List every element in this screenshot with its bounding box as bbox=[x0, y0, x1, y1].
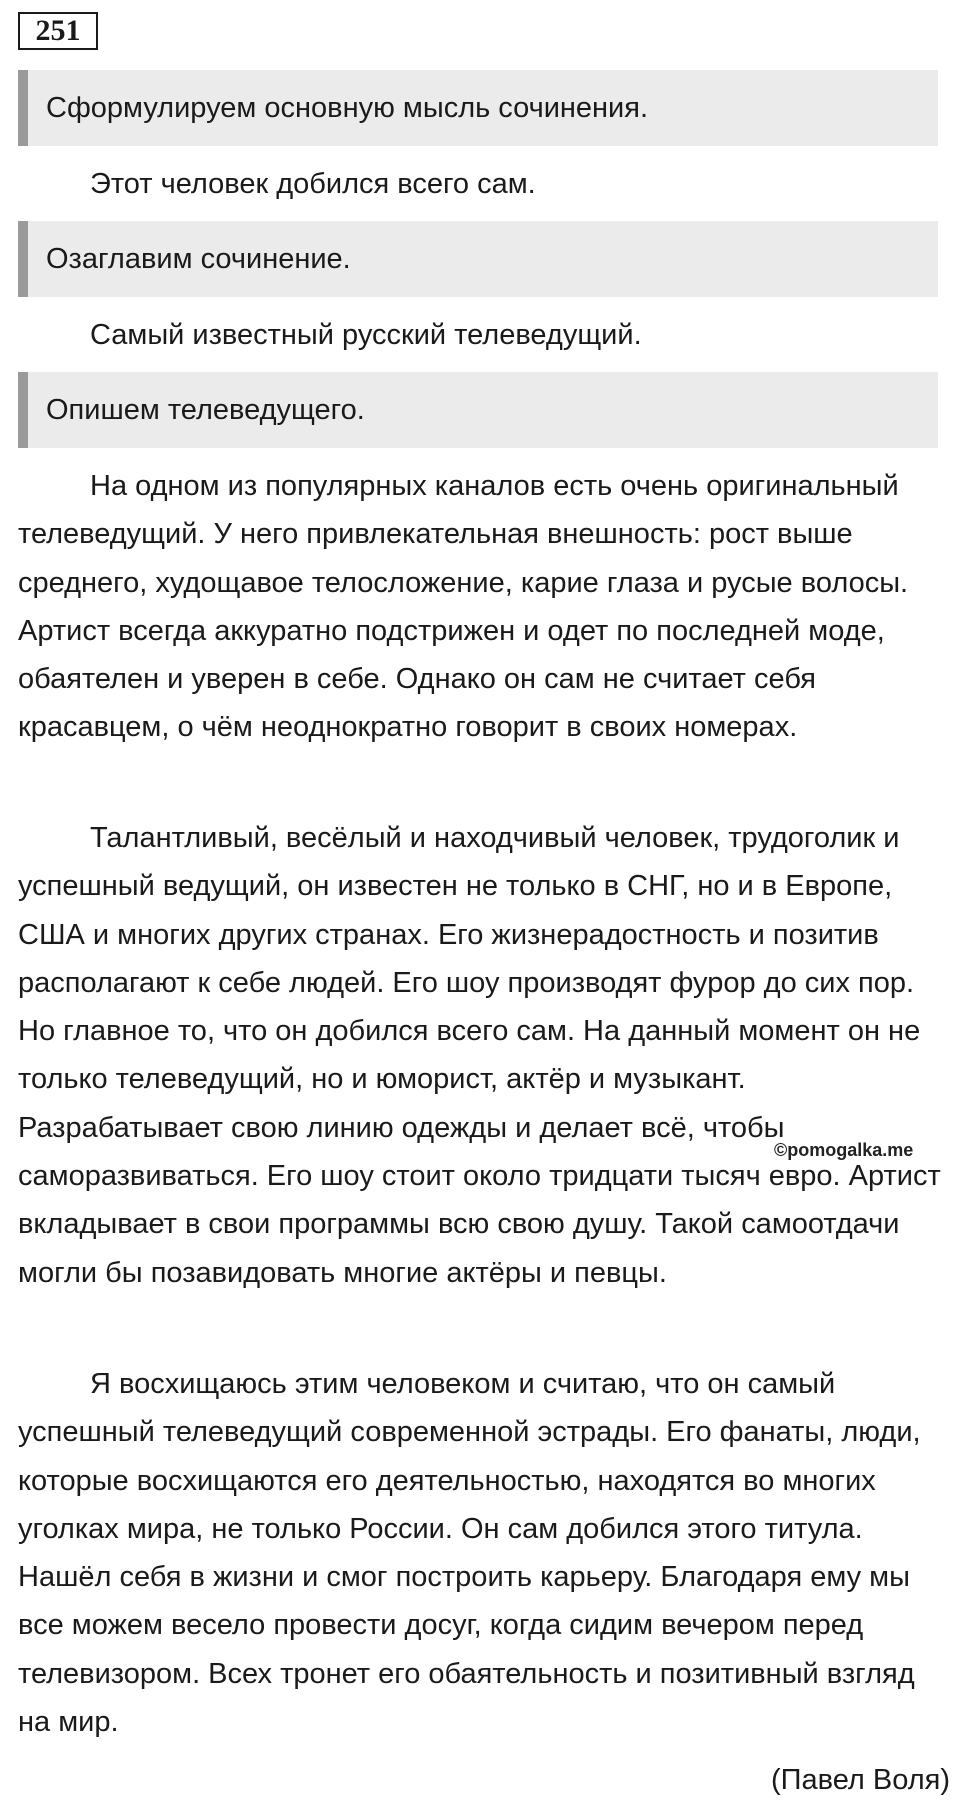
title-answer: Самый известный русский телеведущий. bbox=[90, 319, 642, 351]
watermark: ©pomogalka.me bbox=[774, 1140, 914, 1160]
section-heading-description: Опишем телеведущего. bbox=[18, 372, 938, 448]
essay-paragraph-3: Я восхищаюсь этим человеком и считаю, что он самый успешный телеведущий современной эстрады. Его фанаты, люди, которые восхищаются его деятельностью, находятся во многих уголках мира, не только России. Он сам добился этого титула. Нашёл себя в жизни и смог построить карьеру. Благодаря ему мы все можем весело провести досуг, когда сидим вечером перед телевизором. Всех тронет его обаятельность и позитивный взгляд на мир. bbox=[18, 1368, 921, 1739]
task-number-box: 251 bbox=[18, 12, 98, 50]
essay-paragraph-2: Талантливый, весёлый и находчивый человек, трудоголик и успешный ведущий, он известен не только в СНГ, но и в Европе, США и многих других странах. Его жизнерадостность и позитив располагают к себе людей. Его шоу производят фурор до сих пор. Но главное то, что он добился всего сам. На данный момент он не только телеведущий, но и юморист, актёр и музыкант. Разрабатывает свою линию одежды и делает всё, чтобы саморазвиваться. Его шоу стоит около тридцати тысяч евро. Артист вкладывает в свои программы всю свою душу. Такой самоотдачи могли бы позавидовать многие актёры и певцы. bbox=[18, 822, 941, 1289]
essay-author: (Павел Воля) bbox=[771, 1764, 950, 1796]
essay-paragraph-1: На одном из популярных каналов есть очень оригинальный телеведущий. У него привлекательная внешность: рост выше среднего, худощавое телосложение, карие глаза и русые волосы. Артист всегда аккуратно подстрижен и одет по последней моде, обаятелен и уверен в себе. Однако он сам не считает себя красавцем, о чём неоднократно говорит в своих номерах. bbox=[18, 470, 909, 744]
section-heading-title: Озаглавим сочинение. bbox=[18, 221, 938, 297]
section-heading-main-idea: Сформулируем основную мысль сочинения. bbox=[18, 70, 938, 146]
main-idea-answer: Этот человек добился всего сам. bbox=[90, 168, 536, 200]
